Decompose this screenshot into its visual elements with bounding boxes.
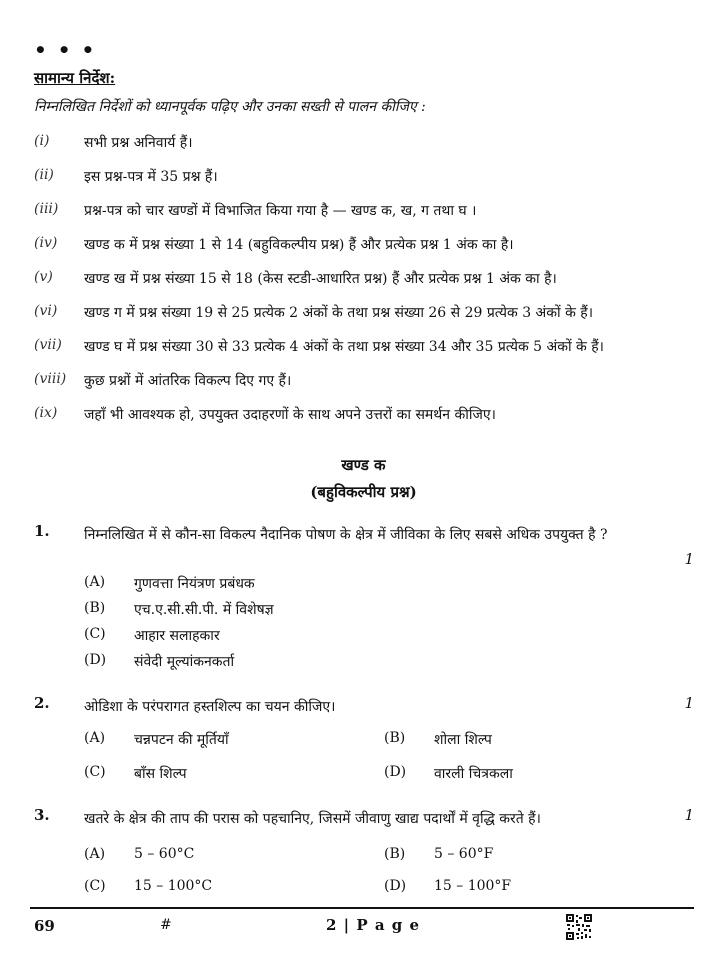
option-label: (B) (84, 600, 106, 616)
instruction-text: प्रश्न-पत्र को चार खण्डों में विभाजित किया गया है — खण्ड क, ख, ग तथा घ । (84, 203, 477, 219)
qr-code-icon (566, 914, 592, 940)
question-text: निम्नलिखित में से कौन-सा विकल्प नैदानिक पोषण के क्षेत्र में जीविका के लिए सबसे अधिक उपयुक्त है ? (84, 527, 608, 543)
option-text: 5 – 60°C (134, 846, 195, 862)
instruction-text: जहाँ भी आवश्यक हो, उपयुक्त उदाहरणों के साथ अपने उत्तरों का समर्थन कीजिए। (84, 407, 496, 423)
instruction-item (34, 337, 684, 356)
instruction-number: (ix) (34, 405, 58, 421)
question-text: ओडिशा के परंपरागत हस्तशिल्प का चयन कीजिए। (84, 699, 336, 715)
instruction-number: (viii) (34, 371, 67, 387)
question-number: 1. (34, 522, 50, 540)
option-label: (D) (384, 764, 407, 780)
option-label: (A) (84, 730, 106, 746)
option-text: चन्नपटन की मूर्तियाँ (134, 732, 229, 748)
option-label: (B) (384, 730, 406, 746)
instruction-number: (v) (34, 269, 53, 285)
section-subtitle: (बहुविकल्पीय प्रश्न) (310, 483, 417, 501)
footer-hash: # (160, 917, 172, 933)
header-dots: • • • (34, 38, 97, 62)
option-label: (A) (84, 846, 106, 862)
option-a (84, 846, 194, 862)
option-a (84, 730, 229, 749)
option-text: गुणवत्ता नियंत्रण प्रबंधक (134, 576, 255, 592)
instruction-item (34, 133, 684, 152)
question-number: 3. (34, 806, 50, 824)
general-instructions-intro: निम्नलिखित निर्देशों को ध्यानपूर्वक पढ़िए और उनका सख्ती से पालन कीजिए : (34, 99, 426, 115)
option-a (84, 574, 255, 593)
option-text: शोला शिल्प (434, 732, 492, 748)
option-text: संवेदी मूल्यांकनकर्ता (134, 654, 235, 670)
instruction-item (34, 167, 684, 186)
option-b (84, 600, 274, 619)
section-title: खण्ड क (341, 456, 386, 474)
option-d (384, 764, 513, 783)
option-label: (B) (384, 846, 406, 862)
footer-divider (30, 907, 694, 909)
option-label: (C) (84, 878, 106, 894)
option-text: 5 – 60°F (434, 846, 494, 862)
option-b (384, 730, 492, 749)
option-label: (C) (84, 626, 106, 642)
option-text: बाँस शिल्प (134, 766, 187, 782)
question-text: खतरे के क्षेत्र की ताप की परास को पहचानिए, जिसमें जीवाणु खाद्य पदार्थों में वृद्धि करते हैं। (84, 811, 541, 827)
instruction-item (34, 201, 684, 220)
option-text: वारली चित्रकला (434, 766, 513, 782)
paper-code: 69 (34, 917, 55, 935)
option-c (84, 626, 220, 645)
question-marks: 1 (684, 550, 694, 568)
option-label: (D) (384, 878, 407, 894)
instruction-number: (iv) (34, 235, 58, 251)
instruction-item (34, 303, 684, 322)
question-3 (34, 806, 694, 836)
instruction-text: सभी प्रश्न अनिवार्य हैं। (84, 135, 193, 151)
instruction-text: कुछ प्रश्नों में आंतरिक विकल्प दिए गए हैं। (84, 373, 292, 389)
question-marks: 1 (684, 694, 694, 712)
option-b (384, 846, 493, 862)
instruction-text: इस प्रश्न-पत्र में 35 प्रश्न हैं। (84, 169, 218, 185)
option-text: 15 – 100°F (434, 878, 512, 894)
instruction-item (34, 269, 684, 288)
option-c (84, 764, 187, 783)
option-label: (A) (84, 574, 106, 590)
option-c (84, 878, 212, 894)
instruction-text: खण्ड घ में प्रश्न संख्या 30 से 33 प्रत्येक 4 अंकों के तथा प्रश्न संख्या 34 और 35 प्रत्येक 5 अंकों के हैं। (84, 339, 604, 355)
question-number: 2. (34, 694, 50, 712)
option-text: एच.ए.सी.सी.पी. में विशेषज्ञ (134, 602, 274, 618)
instruction-number: (iii) (34, 201, 59, 217)
instruction-item (34, 405, 684, 424)
instruction-item (34, 371, 684, 390)
option-d (384, 878, 511, 894)
option-text: आहार सलाहकार (134, 628, 220, 644)
instruction-number: (i) (34, 133, 50, 149)
instruction-item (34, 235, 684, 254)
instruction-text: खण्ड ग में प्रश्न संख्या 19 से 25 प्रत्येक 2 अंकों के तथा प्रश्न संख्या 26 से 29 प्रत्येक 3 अंकों के हैं। (84, 305, 594, 321)
instruction-text: खण्ड क में प्रश्न संख्या 1 से 14 (बहुविकल्पीय प्रश्न) हैं और प्रत्येक प्रश्न 1 अंक का है। (84, 237, 514, 253)
instruction-number: (ii) (34, 167, 54, 183)
option-label: (D) (84, 652, 107, 668)
question-1 (34, 522, 694, 672)
general-instructions-title: सामान्य निर्देश: (34, 69, 116, 87)
option-d (84, 652, 234, 671)
instruction-text: खण्ड ख में प्रश्न संख्या 15 से 18 (केस स्टडी-आधारित प्रश्न) हैं और प्रत्येक प्रश्न 1 अंक का है। (84, 271, 557, 287)
question-2 (34, 694, 694, 724)
page-number: 2 | P a g e (326, 916, 421, 934)
instruction-number: (vii) (34, 337, 62, 353)
option-label: (C) (84, 764, 106, 780)
option-text: 15 – 100°C (134, 878, 213, 894)
question-marks: 1 (684, 806, 694, 824)
instruction-number: (vi) (34, 303, 58, 319)
